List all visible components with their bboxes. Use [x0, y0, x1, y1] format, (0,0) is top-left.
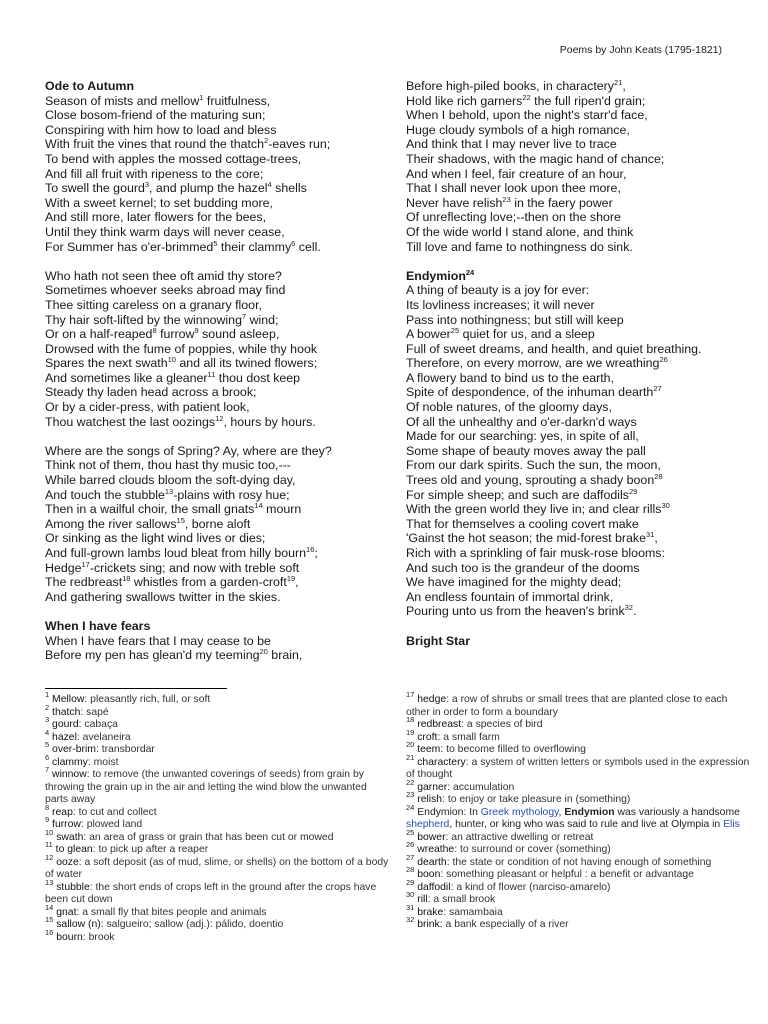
footnote-number: 4 [45, 727, 50, 737]
footnote-definition: : an attractive dwelling or retreat [445, 831, 594, 843]
footnote-ref: 22 [522, 92, 531, 102]
footnote-9 [45, 815, 390, 832]
poem-line: Sometimes whoever seeks abroad may find [45, 283, 286, 298]
poem-line: And still more, later flowers for the bees, [45, 210, 267, 225]
poem-line: With a sweet kernel; to set budding more, [45, 195, 273, 210]
footnote-number: 32 [406, 915, 415, 924]
footnote-number: 22 [406, 777, 415, 787]
poem-line: Conspiring with him how to load and bless [45, 122, 277, 137]
poem-line: Before high-piled books, in charactery$^{21}$, [406, 78, 626, 93]
footnote-ref: 29 [628, 486, 638, 496]
footnote-26 [406, 840, 751, 857]
footnote-31 [406, 902, 751, 920]
ode-stanza-1 [45, 94, 375, 255]
fears-lines-right [406, 79, 736, 254]
footnote-22 [406, 777, 751, 795]
footnote-term: sallow (n) [53, 919, 101, 930]
footnote-ref: 4 [267, 180, 272, 190]
footnote-definition: : an area of grass or grain that has been cut or mowed [83, 831, 334, 843]
endymion-title-footnote-ref: 24 [465, 267, 475, 277]
footnote-ref: 8 [152, 326, 157, 336]
footnote-ref: 6 [291, 238, 296, 248]
poem-line: That I shall never look upon thee more, [406, 181, 621, 196]
poem-line: Drowsed with the fume of poppies, while thy hook [45, 341, 318, 356]
footnote-number: 8 [45, 802, 50, 812]
fears-lines-left [45, 634, 375, 663]
endymion-lines [406, 283, 736, 619]
poem-line: We have imagined for the mighty dead; [406, 575, 622, 590]
footnote-ref: 3 [144, 180, 150, 190]
footnote-term: bower [414, 831, 446, 843]
footnote-term: gourd [49, 719, 79, 730]
poem-title-bright-star: Bright Star [406, 633, 471, 648]
footnote-number: 27 [406, 852, 415, 862]
footnote-number: 29 [406, 877, 415, 887]
footnote-definition: : something pleasant or helpful : a benefit or advantage [440, 869, 694, 880]
footnote-ref: 17 [81, 559, 90, 569]
footnote-term: swath [53, 831, 84, 843]
footnote-ref: 12 [215, 413, 224, 423]
footnote-27 [406, 852, 751, 870]
poem-line: And full-grown lambs loud bleat from hilly bourn$^{16}$; [45, 545, 318, 560]
footnote-term: redbreast [414, 719, 462, 730]
poem-line: And gathering swallows twitter in the skies. [45, 589, 281, 604]
footnote-definition: : avelaneira [76, 731, 131, 743]
footnote-ref: 5 [213, 238, 218, 248]
poem-line: That for themselves a cooling covert make [406, 516, 639, 531]
poem-line: Some shape of beauty moves away the pall [406, 443, 646, 458]
footnote-term: wreathe [414, 844, 455, 855]
footnote-number: 12 [45, 852, 54, 862]
poem-line: Pouring unto us from the heaven's brink$^{32}$. [406, 603, 637, 619]
poem-line: Hedge$^{17}$-crickets sing; and now with treble soft [45, 559, 300, 575]
footnote-ref: 14 [254, 501, 263, 511]
poem-line: Spares the next swath$^{10}$ and all its twined flowers; [45, 355, 318, 371]
footnote-number: 24 [406, 802, 415, 812]
footnote-definition: : sapé [80, 706, 109, 718]
poem-line: Steady thy laden head across a brook; [45, 385, 257, 400]
poem-line: And sometimes like a gleaner$^{11}$ thou dost keep [45, 369, 301, 385]
footnote-11 [45, 840, 390, 857]
footnotes-right-a [406, 690, 751, 807]
footnote-29 [406, 877, 751, 895]
footnote-term: to glean [52, 844, 93, 855]
footnote-1 [45, 690, 390, 707]
footnote-ref: 2 [264, 136, 269, 146]
poem-line: Made for our searching: yes, in spite of all, [406, 429, 639, 444]
footnote-ref: 32 [624, 603, 633, 613]
footnote-6 [45, 752, 390, 770]
footnote-25 [406, 827, 751, 845]
running-header: Poems by John Keats (1795-1821) [559, 44, 722, 56]
footnote-definition: : to surround or cover (something) [454, 844, 611, 855]
footnote-definition: : salgueiro; sallow (adj.): pálido, doentio [100, 919, 284, 930]
footnote-15 [45, 915, 390, 932]
poem-line: Of noble natures, of the gloomy days, [406, 400, 612, 415]
right-column [406, 79, 736, 648]
footnote-19 [406, 727, 751, 745]
poem-line: And when I feel, fair creature of an hour, [406, 166, 627, 181]
poem-line: From our dark spirits. Such the sun, the moon, [406, 458, 661, 473]
footnote-number: 26 [406, 840, 415, 849]
poem-line: Trees old and young, sprouting a shady boon$^{28}$ [406, 472, 663, 488]
footnote-ref: 21 [614, 78, 623, 87]
footnote-definition: : to become filled to overflowing [440, 744, 586, 755]
poem-line: The redbreast$^{18}$ whistles from a garden-croft$^{19}$, [45, 574, 299, 590]
footnote-definition: : a system of written letters or symbols used in the expression of thought [406, 756, 750, 780]
footnote-term: boon [414, 869, 441, 880]
footnote-2 [45, 702, 390, 720]
footnote-number: 21 [406, 752, 415, 762]
footnote-ref: 28 [654, 472, 663, 482]
footnote-number: 19 [406, 727, 415, 737]
footnote-definition: : brook [82, 931, 115, 943]
footnote-13 [45, 877, 390, 907]
poem-line: Then in a wailful choir, the small gnats$^{14}$ mourn [45, 501, 302, 517]
poem-line: Its lovliness increases; it will never [406, 297, 595, 312]
poem-line: And such too is the grandeur of the dooms [406, 560, 640, 575]
poem-line: With the green world they live in; and clear rills$^{30}$ [406, 501, 670, 517]
footnote-number: 20 [406, 740, 415, 749]
footnote-term: daffodil [414, 881, 451, 893]
poem-line: An endless fountain of immortal drink, [406, 589, 614, 604]
footnote-definition: : to cut and collect [72, 806, 157, 818]
footnote-number: 10 [45, 827, 54, 837]
poem-line: Who hath not seen thee oft amid thy store? [45, 268, 282, 283]
footnote-term: over-brim [49, 744, 96, 755]
footnote-definition: : plowed land [80, 819, 143, 830]
footnote-definition: : cabaça [78, 719, 118, 730]
footnote-ref: 7 [241, 311, 247, 321]
footnote-number: 23 [406, 790, 415, 799]
footnote-20 [406, 740, 751, 757]
footnote-term: gnat [53, 906, 77, 918]
footnote-ref: 30 [661, 501, 670, 511]
poem-line: Of all the unhealthy and o'er-darkn'd ways [406, 414, 637, 429]
footnote-number: 11 [45, 840, 53, 849]
poem-line: Pass into nothingness; but still will keep [406, 312, 624, 327]
poem-line: Until they think warm days will never cease, [45, 224, 285, 239]
footnote-28 [406, 865, 751, 882]
ode-stanza-3 [45, 444, 375, 605]
footnote-number: 9 [45, 815, 50, 824]
footnote-term: furrow [49, 819, 81, 830]
poem-line: Their shadows, with the magic hand of chance; [406, 151, 665, 166]
poem-line: Huge cloudy symbols of a high romance, [406, 122, 630, 137]
footnote-ref: 23 [502, 194, 511, 204]
poem-line: When I have fears that I may cease to be [45, 633, 271, 648]
footnote-21 [406, 752, 751, 782]
footnote-definition: : accumulation [447, 781, 515, 793]
footnote-number: 2 [45, 702, 50, 712]
footnote-number: 3 [45, 715, 50, 724]
footnote-definition: : the state or condition of not having enough of something [446, 856, 712, 868]
footnote-term: clammy [49, 756, 88, 768]
footnote-definition: : transbordar [95, 744, 155, 755]
poem-line: Full of sweet dreams, and health, and quiet breathing. [406, 341, 702, 356]
poem-line: Thou watchest the last oozings$^{12}$, hours by hours. [45, 413, 316, 429]
footnote-10 [45, 827, 390, 845]
footnote-definition: : a small farm [437, 731, 500, 743]
footnote-number: 7 [45, 765, 50, 774]
footnote-text: , hunter, or king who was said to rule and live at Olympia in [449, 819, 724, 830]
footnote-ref: 16 [306, 545, 315, 554]
poem-line: A flowery band to bind us to the earth, [406, 370, 615, 385]
poem-line: Rich with a sprinkling of fair musk-rose blooms: [406, 546, 665, 560]
footnote-term: hedge [414, 694, 447, 705]
footnote-term: winnow [49, 769, 87, 780]
footnote-definition: : a row of shrubs or small trees that are planted close to each other in order to form a boundary [406, 694, 728, 718]
footnote-number: 13 [45, 877, 54, 887]
poem-line: Thy hair soft-lifted by the winnowing$^7$ wind; [45, 311, 279, 327]
footnote-term: thatch [49, 706, 81, 718]
footnote-term: stubble [53, 881, 90, 893]
poem-line: Therefore, on every morrow, are we wreathing$^{26}$ [406, 355, 668, 371]
footnote-term: charactery [414, 756, 466, 768]
footnote-separator [45, 688, 227, 689]
footnote-number: 6 [45, 752, 50, 762]
footnote-definition: : a small brook [427, 894, 496, 905]
footnote-definition: : a bank especially of a river [439, 919, 569, 930]
footnote-18 [406, 715, 751, 732]
footnote-ref: 15 [176, 515, 185, 525]
footnote-number: 28 [406, 865, 415, 874]
poem-line: Close bosom-friend of the maturing sun; [45, 108, 266, 123]
footnote-definition: : a small fly that bites people and animals [76, 906, 267, 918]
footnote-term: bourn [53, 931, 83, 943]
footnote-17 [406, 690, 751, 719]
footnote-ref: 27 [653, 384, 662, 394]
poem-line: Never have relish$^{23}$ in the faery power [406, 194, 613, 210]
ode-stanza-2 [45, 269, 375, 430]
endymion-title-text: Endymion [406, 268, 466, 283]
footnote-bold-endymion: Endymion [564, 806, 615, 818]
poem-line: To swell the gourd$^3$, and plump the hazel$^4$ shells [45, 180, 307, 196]
footnote-32 [406, 915, 751, 932]
link-shepherd[interactable]: shepherd [406, 819, 450, 830]
footnote-ref: 20 [259, 647, 268, 657]
footnote-term: garner [414, 781, 448, 793]
footnote-term: Mellow [49, 694, 85, 705]
poem-line: Among the river sallows$^{15}$, borne aloft [45, 515, 251, 531]
footnote-16 [45, 927, 390, 945]
footnote-23 [406, 790, 751, 807]
footnote-term: brake [414, 906, 444, 918]
footnote-ref: 11 [207, 369, 216, 379]
poem-line: For Summer has o'er-brimmed$^5$ their clammy$^6$ cell. [45, 238, 321, 254]
poem-line: Before my pen has glean'd my teeming$^{20}$ brain, [45, 647, 303, 663]
poem-line: With fruit the vines that round the thatch$^2$-eaves run; [45, 136, 331, 152]
poem-line: Till love and fame to nothingness do sink. [406, 239, 633, 254]
poem-line: A thing of beauty is a joy for ever: [406, 283, 590, 298]
poem-line: For simple sheep; and such are daffodils$^{29}$ [406, 486, 638, 502]
poem-line: Thee sitting careless on a granary floor, [45, 297, 262, 312]
footnote-term: croft [414, 731, 438, 743]
poem-line: Of unreflecting love;--then on the shore [406, 210, 621, 225]
footnote-term: reap [49, 806, 73, 818]
poem-line: 'Gainst the hot season; the mid-forest brake$^{31}$, [406, 530, 658, 546]
poem-line: Season of mists and mellow$^1$ fruitfulness, [45, 92, 271, 108]
footnote-term: dearth [414, 856, 447, 868]
footnote-8 [45, 802, 390, 820]
footnote-definition: : to pick up after a reaper [92, 844, 209, 855]
poem-line: Or sinking as the light wind lives or dies; [45, 531, 266, 546]
poem-line: When I behold, upon the night's starr'd face, [406, 108, 648, 123]
footnote-number: 17 [406, 690, 415, 699]
footnote-12 [45, 852, 390, 882]
poem-line: Where are the songs of Spring? Ay, where are they? [45, 443, 332, 458]
poem-line: A bower$^{25}$ quiet for us, and a sleep [406, 326, 595, 342]
footnote-definition: : to enjoy or take pleasure in (something) [442, 794, 631, 805]
footnotes-left [45, 690, 390, 944]
footnote-4 [45, 727, 390, 745]
footnote-term: hazel [49, 731, 77, 743]
footnote-number: 30 [406, 890, 415, 899]
footnote-30 [406, 890, 751, 907]
poem-line: And fill all fruit with ripeness to the core; [45, 166, 264, 181]
poem-title-fears: When I have fears [45, 618, 151, 633]
poem-line: Think not of them, thou hast thy music too,--- [45, 458, 291, 473]
footnote-ref: 31 [645, 530, 655, 540]
footnote-ref: 26 [659, 355, 668, 365]
footnote-ref: 25 [450, 326, 460, 336]
poem-line: And touch the stubble$^{13}$-plains with rosy hue; [45, 486, 290, 502]
poem-line: Spite of despondence, of the inhuman dearth$^{27}$ [406, 384, 662, 400]
footnote-number: 16 [45, 927, 54, 937]
footnote-definition: : the short ends of crops left in the ground after the crops have been cut down [45, 881, 377, 905]
footnote-number: 31 [406, 902, 415, 912]
link-greek-mythology[interactable]: Greek mythology [480, 806, 559, 818]
footnote-24 [406, 802, 751, 832]
footnote-number: 25 [406, 827, 415, 837]
footnote-term: teem [414, 744, 441, 755]
footnote-number: 14 [45, 902, 54, 912]
footnote-ref: 1 [199, 92, 204, 102]
footnote-14 [45, 902, 390, 920]
footnote-3 [45, 715, 390, 732]
footnote-ref: 18 [122, 574, 131, 584]
footnote-definition: : moist [87, 756, 119, 768]
footnote-ref: 13 [164, 486, 174, 496]
poem-line: Or by a cider-press, with patient look, [45, 400, 250, 415]
footnote-number: 5 [45, 740, 50, 749]
footnote-definition: : a species of bird [461, 719, 543, 730]
poem-line: Hold like rich garners$^{22}$ the full ripen'd grain; [406, 92, 646, 108]
footnote-definition: : to remove (the unwanted coverings of seeds) from grain by throwing the grain up in the air and letting the wind blow the unwanted parts away [45, 769, 367, 805]
footnote-5 [45, 740, 390, 757]
footnote-ref: 19 [286, 574, 296, 584]
footnotes-right [406, 690, 751, 932]
footnote-number: 18 [406, 715, 415, 724]
footnote-term: brink [414, 919, 440, 930]
footnote-term: ooze [53, 856, 79, 868]
poem-line: Of the wide world I stand alone, and think [406, 224, 634, 239]
poem-title-ode: Ode to Autumn [45, 79, 135, 93]
footnote-term: relish [414, 794, 443, 805]
footnote-definition: : a soft deposit (as of mud, slime, or shells) on the bottom of a body of water [45, 856, 389, 880]
footnote-7 [45, 765, 390, 807]
footnote-definition: : pleasantly rich, full, or soft [84, 694, 211, 705]
footnote-number: 15 [45, 915, 54, 924]
footnote-definition: : samambaia [443, 906, 503, 918]
footnote-number: 1 [45, 690, 50, 699]
poem-line: While barred clouds bloom the soft-dying day, [45, 473, 296, 488]
poem-line: Or on a half-reaped$^8$ furrow$^9$ sound asleep, [45, 326, 280, 342]
link-elis[interactable]: Elis [723, 819, 740, 830]
footnote-lead: Endymion: In [417, 806, 481, 818]
left-column [45, 79, 375, 663]
footnote-definition: : a kind of flower (narciso-amarelo) [450, 881, 611, 893]
footnotes-right-b [406, 827, 751, 932]
poem-title-endymion [406, 269, 736, 284]
footnote-ref: 9 [194, 326, 199, 336]
footnote-text: was variously a handsome [614, 806, 740, 818]
footnote-term: rill [414, 894, 428, 905]
footnote-ref: 10 [167, 355, 176, 365]
poem-line: To bend with apples the mossed cottage-trees, [45, 151, 302, 166]
poem-line: And think that I may never live to trace [406, 137, 617, 152]
footnote-text: , [558, 806, 565, 818]
